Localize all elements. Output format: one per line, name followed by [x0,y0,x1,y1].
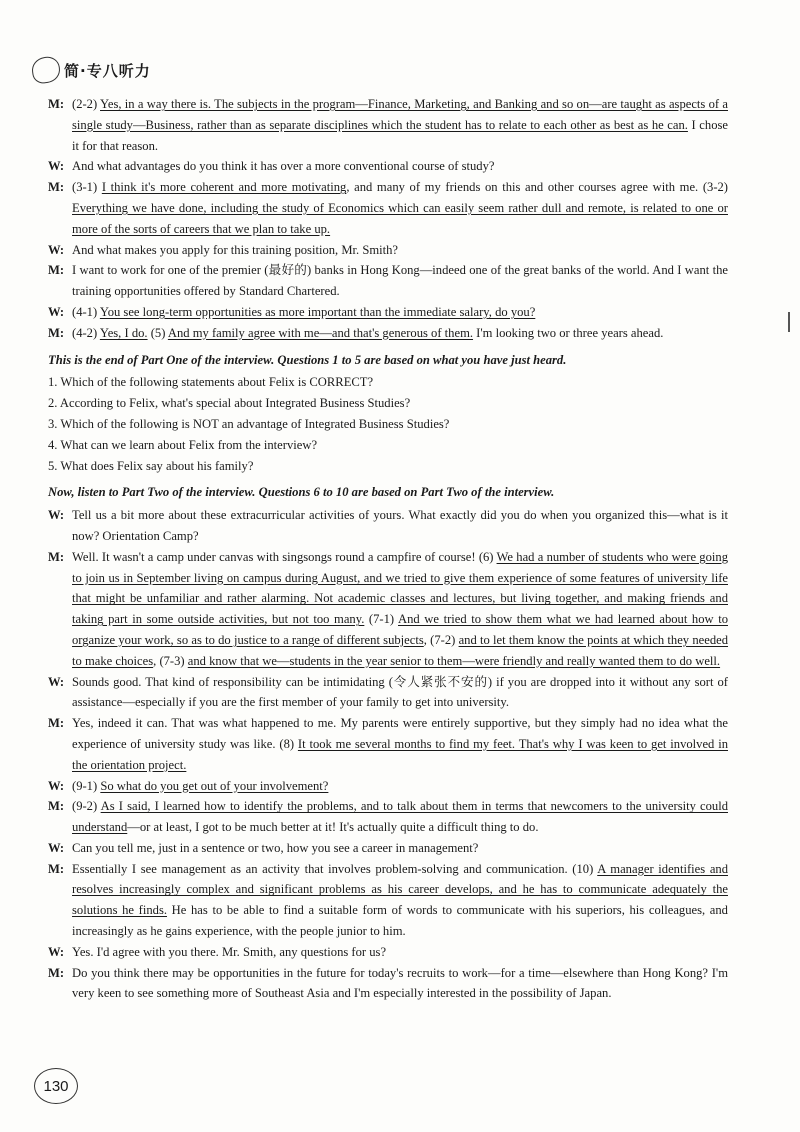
turn-text-segment: Essentially I see management as an activity that involves problem-solving and communication. (10) [72,861,598,876]
speaker-label: W: [48,674,65,689]
turn-text-segment: Yes. I'd agree with you there. Mr. Smith, any questions for us? [72,944,387,959]
header-title: 简·专八听力 [64,61,151,80]
speaker-label: M: [48,965,65,980]
underlined-answer-text: Yes, I do. [99,325,148,340]
underlined-answer-text: Yes, in a way there is. The subjects in the program—Finance, Marketing, and Banking and so on—are taught as aspects of a single study—Business, rather than as separate disciplines which the student has to relate to each other as best as he can. [72,97,728,132]
turn-text-segment: (4-2) [72,325,100,340]
underlined-answer-text: We had a number of students who were going to join us in September living on campus during August, and we tried to give them experience of some features of university life that might be unfamiliar and rather alarming. Not academic classes and lectures, but living together, and making friends and taking part in some outside activities, but not too many. [72,549,728,627]
turn-text-segment: And what advantages do you think it has over a more conventional course of study? [72,159,495,174]
turn-text [72,505,728,547]
underlined-answer-text: So what do you get out of your involvement? [100,778,329,793]
dialogue-turn [48,260,728,302]
dialogue-turn [48,547,728,672]
margin-mark [788,312,790,332]
part-two-intro: Now, listen to Part Two of the interview. Questions 6 to 10 are based on Part Two of the interview. [48,485,555,500]
dialogue-turn [48,963,728,1005]
underlined-answer-text: It took me several months to find my feet. That's why I was keen to get involved in the orientation project. [72,736,728,772]
turn-text-segment: He has to be able to find a suitable form of words to communicate with his superiors, his colleagues, and increasingly as he gains experience, with the people junior to him. [72,903,728,939]
dialogue-turn [48,942,728,963]
dialogue-turn [48,859,728,942]
speaker-label: W: [48,304,65,319]
dialogue-turn [48,796,728,838]
part-one-end-note: This is the end of Part One of the interview. Questions 1 to 5 are based on what you have just heard. [48,352,567,367]
speaker-label: W: [48,159,65,174]
turn-text-segment: (4-1) [72,304,100,319]
dialogue-turn [48,672,728,714]
book-logo-icon [30,55,61,85]
dialogue-turn [48,713,728,775]
turn-text-segment: —or at least, I got to be much better at it! It's actually quite a difficult thing to do. [127,820,539,835]
turn-text-segment: , (7-2) [423,632,459,647]
speaker-label: M: [48,263,65,278]
turn-text-segment: Do you think there may be opportunities in the future for today's recruits to work—for a time—elsewhere than Hong Kong? I'm very keen to see something more of Southeast Asia and I'm especially interested in the possibility of Japan. [72,965,728,1001]
dialogue-turn [48,302,728,323]
speaker-label: W: [48,944,65,959]
turn-text-segment: (9-2) [72,799,101,814]
dialogue-part-two [48,505,728,1004]
speaker-label: M: [48,549,65,564]
turn-text [72,838,728,859]
turn-text-segment: I chose it for that reason. [72,117,728,153]
question-item: 3. Which of the following is NOT an advantage of Integrated Business Studies? [48,416,450,431]
turn-text [72,323,728,344]
turn-text-segment: Can you tell me, just in a sentence or two, how you see a career in management? [72,840,479,855]
speaker-label: M: [48,325,65,340]
speaker-label: M: [48,97,65,111]
underlined-answer-text: And my family agree with me—and that's generous of them. [167,325,474,340]
turn-text-segment: (2-2) [72,97,101,111]
turn-text [72,302,728,323]
turn-text-segment: I want to work for one of the premier (最好的) banks in Hong Kong—indeed one of the great banks of the world. And I want the training opportunities offered by Standard Chartered. [72,263,728,299]
underlined-answer-text: You see long-term opportunities as more important than the immediate salary, do you? [99,304,536,319]
turn-text [72,776,728,797]
speaker-label: M: [48,180,65,195]
speaker-label: W: [48,840,65,855]
underlined-answer-text: As I said, I learned how to identify the problems, and to talk about them in terms that newcomers to the university could understand [72,799,728,835]
turn-text-segment: I'm looking two or three years ahead. [473,325,664,340]
turn-text-segment: Sounds good. That kind of responsibility can be intimidating (令人紧张不安的) if you are dropped into it without any sort of assistance—especially if you are the first member of your family to get into university. [72,674,728,710]
speaker-label: M: [48,861,65,876]
question-list [48,372,728,476]
dialogue-turn [48,156,728,177]
turn-text [72,963,728,1005]
turn-text [72,672,728,714]
question-item: 4. What can we learn about Felix from the interview? [48,437,318,452]
turn-text-segment: , (7-3) [153,653,188,668]
turn-text [72,547,728,672]
speaker-label: W: [48,778,65,793]
turn-text-segment: (9-1) [72,778,101,793]
dialogue-turn [48,776,728,797]
dialogue-turn [48,838,728,859]
turn-text [72,240,728,261]
underlined-answer-text: A manager identifies and resolves increasingly complex and significant problems as his career develops, and he has to communicate adequately the solutions he finds. [72,861,728,918]
page-number: 130 [34,1068,78,1104]
turn-text-segment: (7-1) [364,612,399,627]
dialogue-turn [48,177,728,239]
speaker-label: M: [48,799,65,814]
speaker-label: M: [48,716,65,731]
question-item: 5. What does Felix say about his family? [48,458,254,473]
turn-text-segment: , and many of my friends on this and other courses agree with me. (3-2) [346,180,729,195]
page-header [32,56,151,84]
turn-text-segment: (3-1) [72,180,102,195]
turn-text-segment: And what makes you apply for this training position, Mr. Smith? [72,242,399,257]
turn-text [72,156,728,177]
turn-text-segment: Yes, indeed it can. That was what happened to me. My parents were entirely supportive, but they simply had no idea what the experience of university study was like. (8) [72,716,728,751]
turn-text [72,796,728,838]
underlined-answer-text: I think it's more coherent and more motivating [101,180,347,195]
transcript-body [48,94,728,1004]
dialogue-turn [48,505,728,547]
turn-text-segment: Well. It wasn't a camp under canvas with singsongs round a campfire of course! (6) [72,549,497,564]
dialogue-turn [48,94,728,156]
turn-text [72,942,728,963]
speaker-label: W: [48,242,65,257]
dialogue-turn [48,323,728,344]
question-item: 2. According to Felix, what's special about Integrated Business Studies? [48,396,411,411]
dialogue-turn [48,240,728,261]
turn-text [72,177,728,239]
turn-text-segment: Tell us a bit more about these extracurricular activities of yours. What exactly did you do when you organized this—what is it now? Orientation Camp? [72,508,728,543]
turn-text [72,260,728,302]
turn-text [72,94,728,156]
underlined-answer-text: And we tried to show them what we had learned about how to organize your work, so as to do justice to a range of different subjects [72,612,728,647]
question-item: 1. Which of the following statements about Felix is CORRECT? [48,375,374,390]
speaker-label: W: [48,508,65,523]
turn-text-segment: (5) [147,325,168,340]
underlined-answer-text: Everything we have done, including the study of Economics which can easily seem rather dull and remote, is related to one or more of the sorts of careers that we plan to take up. [72,200,728,236]
turn-text [72,713,728,775]
dialogue-part-one [48,94,728,344]
underlined-answer-text: and know that we—students in the year senior to them—were friendly and really wanted them to do well. [187,653,721,668]
turn-text [72,859,728,942]
underlined-answer-text: and to let them know the points at which they needed to make choices [72,632,729,668]
